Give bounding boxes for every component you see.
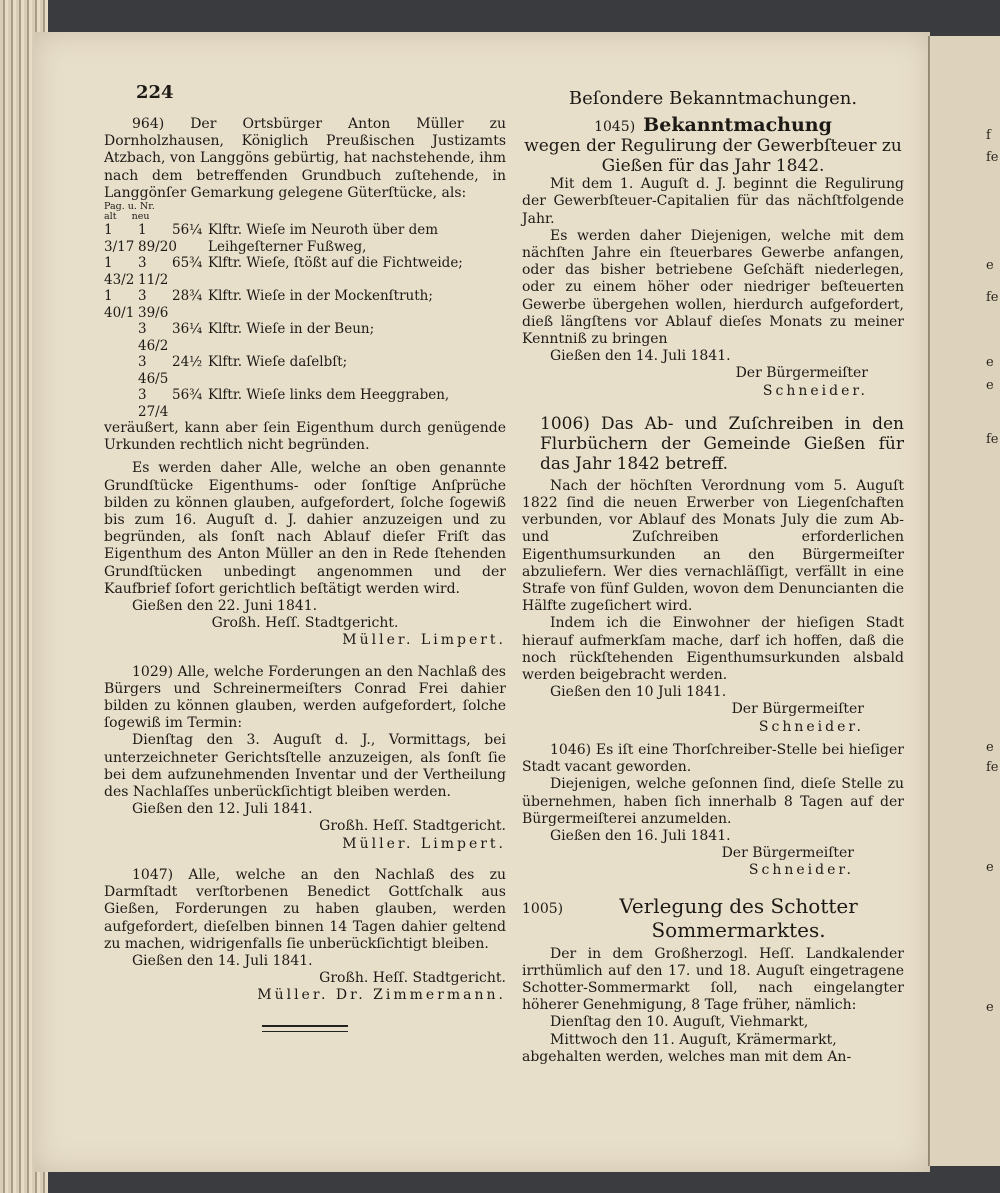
- lot-text: Klftr. Wieſe links dem Heeggraben,: [208, 387, 450, 404]
- lot-text: Klftr. Wieſe in der Mockenſtruth;: [208, 288, 433, 305]
- edge-fragment: e: [986, 860, 994, 875]
- edge-fragment: e: [986, 378, 994, 393]
- edge-fragment: f: [986, 128, 991, 143]
- notice-1047: [104, 867, 506, 1032]
- section-title: Beſondere Bekanntmachungen.: [568, 88, 858, 109]
- page-number: 224: [136, 82, 174, 103]
- lot-alt: [104, 321, 138, 354]
- lot-size: 36¼: [172, 321, 203, 338]
- notice-1045-role: Der Bürgermeiſter: [735, 365, 868, 382]
- scan-background: [0, 0, 1000, 30]
- notice-1006-title: 1006) Das Ab- und Zuſchreiben in den Flurbüchern der Gemeinde Gießen für das Jahr 1842 betreff.: [540, 413, 904, 474]
- lot-alt: [104, 354, 138, 387]
- notice-1005-p2: abgehalten werden, welches man mit dem An-: [522, 1048, 852, 1065]
- lot-alt: 1 3/17: [104, 222, 135, 255]
- notice-1045-name: Schneider.: [762, 382, 868, 399]
- notice-1047-body: 1047) Alle, welche an den Nachlaß des zu Darmſtadt verſtorbenen Benedict Gottſchalk aus Gießen, Forderungen zu haben glauben, werden aufgefordert, dieſelben binnen 14 Tagen dahier geltend zu machen, widrigenfalls ſie unberückſichtigt bleiben.: [104, 866, 506, 952]
- lot-neu: 1 89/20: [138, 222, 177, 255]
- notice-1046-role: Der Bürgermeiſter: [721, 845, 854, 862]
- lot-size: 65¾: [172, 255, 203, 272]
- lot-size: 28¾: [172, 288, 203, 305]
- lot-text: Klftr. Wieſe, ſtößt auf die Fichtweide;: [208, 255, 463, 272]
- next-page-sliver: [930, 36, 1000, 1166]
- notice-1006-name: Schneider.: [758, 718, 864, 735]
- notice-1006-p1: Nach der höchſten Verordnung vom 5. Auguſt 1822 ſind die neuen Erwerber von Liegenſchaften verbunden, vor Ablauf des Monats July die zum Ab- und Zuſchreiben erforderlichen Eigenthumsurkunden an den Bürgermeiſter abzuliefern. Wer dies vernachläſſigt, verfällt in eine Strafe von fünf Gulden, wovon dem Denuncianten die Hälfte zugeſichert wird.: [522, 477, 904, 615]
- lot-table-cols: alt neu: [104, 211, 150, 223]
- notice-1006-p2: Indem ich die Einwohner der hieſigen Stadt hierauf aufmerkſam mache, darf ich hoffen, daß die noch rückſtehenden Eigenthumsurkunden alsbald werden beigebracht werden.: [522, 615, 904, 684]
- lot-row: [104, 222, 506, 255]
- right-column: [522, 88, 904, 1066]
- notice-1047-date: Gießen den 14. Juli 1841.: [132, 952, 313, 969]
- lot-row: [104, 321, 506, 354]
- notice-1045-date: Gießen den 14. Juli 1841.: [550, 348, 731, 365]
- lot-size: 56¼: [172, 222, 203, 239]
- section-divider: [262, 1025, 348, 1032]
- lot-neu: 3 11/2: [138, 255, 169, 288]
- lot-table-header: Pag. u. Nr.: [104, 201, 155, 213]
- edge-fragment: fe: [986, 432, 999, 447]
- notice-1005-p1: Der in dem Großherzogl. Heſſ. Landkalender irrthümlich auf den 17. und 18. Auguſt eingetragene Schotter-Sommermarkt ſoll, nach eingelangter höherer Genehmigung, 8 Tage früher, nämlich:: [522, 945, 904, 1014]
- lot-size: 56¾: [172, 387, 203, 404]
- notice-1005-title: Verlegung des Schotter Sommermarktes.: [619, 893, 858, 942]
- lot-table: [104, 222, 506, 420]
- edge-fragment: fe: [986, 760, 999, 775]
- notice-1005-line1: Dienſtag den 10. Auguſt, Viehmarkt,: [550, 1014, 809, 1031]
- lot-row: [104, 255, 506, 288]
- edge-fragment: fe: [986, 150, 999, 165]
- notice-1029-court: Großh. Heſſ. Stadtgericht.: [319, 818, 506, 835]
- lot-row: [104, 288, 506, 321]
- edge-fragment: e: [986, 740, 994, 755]
- notice-1047-signers: Müller. Dr. Zimmermann.: [257, 987, 506, 1004]
- left-column: [104, 88, 506, 1032]
- notice-1046-p2: Diejenigen, welche geſonnen ſind, dieſe Stelle zu übernehmen, haben ſich innerhalb 8 Tagen auf der Bürgermeiſterei anzumelden.: [522, 776, 904, 827]
- lot-text: Klftr. Wieſe daſelbſt;: [208, 354, 348, 371]
- notice-964-body: Es werden daher Alle, welche an oben genannte Grundſtücke Eigenthums- oder ſonſtige Anſprüche bilden zu können glauben, aufgefordert, ſolche ſogewiß bis zum 16. Auguſt d. J. dahier anzuzeigen und zu begründen, als ſonſt nach Ablauf dieſer Friſt das Eigenthum des Anton Müller an den in Rede ſtehenden Grundſtücken unbedingt angenommen und der Kaufbrief ſofort gerichtlich beſtätigt werden wird.: [104, 460, 506, 597]
- lot-neu: 3 27/4: [138, 387, 169, 420]
- notice-1046-name: Schneider.: [748, 862, 854, 879]
- notice-1029-body: 1029) Alle, welche Forderungen an den Nachlaß des Bürgers und Schreinermeiſters Conrad Frei dahier bilden zu können glauben, werden aufgefordert, ſolche ſogewiß im Termin:: [104, 663, 506, 732]
- notice-964-court: Großh. Heſſ. Stadtgericht.: [211, 615, 399, 632]
- lot-size: 24½: [172, 354, 203, 371]
- notice-1045-subtitle: wegen der Regulirung der Gewerbſteuer zu Gießen für das Jahr 1842.: [524, 136, 902, 177]
- lot-neu: 3 46/5: [138, 354, 169, 387]
- lot-row: [104, 354, 506, 387]
- notice-1006: [522, 414, 904, 736]
- notice-1005-number: 1005): [522, 900, 564, 917]
- lot-text: Klftr. Wieſe in der Beun;: [208, 321, 375, 338]
- lot-neu: 3 46/2: [138, 321, 169, 354]
- notice-964-after: veräußert, kann aber ſein Eigenthum durch genügende Urkunden rechtlich nicht begründen.: [104, 420, 506, 454]
- notice-1029-term: Dienſtag den 3. Auguſt d. J., Vormittags, bei unterzeichneter Gerichtsſtelle anzuzeigen, als ſonſt ſie bei dem aufzunehmenden Inventar und der Vertheilung des Nachlaſſes unberückſichtigt bleiben werden.: [104, 732, 506, 801]
- notice-1046: [522, 742, 904, 880]
- edge-fragment: e: [986, 258, 994, 273]
- lot-alt: 1 43/2: [104, 255, 135, 288]
- lot-alt: [104, 387, 138, 420]
- edge-fragment: e: [986, 1000, 994, 1015]
- notice-1006-role: Der Bürgermeiſter: [731, 701, 864, 718]
- notice-1045-title: Bekanntmachung: [643, 114, 832, 136]
- edge-fragment: e: [986, 355, 994, 370]
- notice-1005: [522, 894, 904, 1066]
- notice-964-signers: Müller. Limpert.: [342, 632, 506, 649]
- lot-neu: 3 39/6: [138, 288, 169, 321]
- edge-fragment: fe: [986, 290, 999, 305]
- notice-1047-court: Großh. Heſſ. Stadtgericht.: [319, 970, 506, 987]
- notice-1006-date: Gießen den 10 Juli 1841.: [550, 684, 727, 701]
- lot-row: [104, 387, 506, 420]
- notice-1045: [522, 114, 904, 400]
- notice-1045-p1: Mit dem 1. Auguſt d. J. beginnt die Regulirung der Gewerbſteuer-Capitalien für das nächſtfolgende Jahr.: [522, 176, 904, 227]
- notice-964-intro: 964) Der Ortsbürger Anton Müller zu Dornholzhausen, Königlich Preußischen Justizamts Atzbach, von Langgöns gebürtig, hat nachstehende, ihm nach dem betreffenden Grundbuch zuſtehende, in Langgönſer Gemarkung gelegene Güterſtücke, als:: [104, 116, 506, 201]
- notice-1029-date: Gießen den 12. Juli 1841.: [132, 801, 313, 818]
- notice-1046-date: Gießen den 16. Juli 1841.: [550, 827, 731, 844]
- notice-1045-number: 1045): [594, 119, 636, 135]
- notice-1029-signers: Müller. Limpert.: [342, 835, 506, 852]
- notice-1029: [104, 664, 506, 853]
- notice-964-date: Gießen den 22. Juni 1841.: [132, 598, 318, 615]
- notice-1005-line2: Mittwoch den 11. Auguſt, Krämermarkt,: [550, 1031, 837, 1048]
- notice-1045-p2: Es werden daher Diejenigen, welche mit dem nächſten Jahre ein ſteuerbares Gewerbe anfangen, oder das bisher betriebene Geſchäft niederlegen, oder zu einem höher oder niedriger beſteuerten Gewerbe übergehen wollen, hierdurch aufgefordert, dieß längſtens vor Ablauf dieſes Monats zu meiner Kenntniß zu bringen: [522, 227, 904, 348]
- notice-964: [104, 116, 506, 650]
- lot-alt: 1 40/1: [104, 288, 135, 321]
- lot-text: Klftr. Wieſe im Neuroth über dem Leihgeſterner Fußweg,: [208, 222, 439, 255]
- notice-1046-p1: 1046) Es iſt eine Thorſchreiber-Stelle bei hieſiger Stadt vacant geworden.: [522, 741, 904, 776]
